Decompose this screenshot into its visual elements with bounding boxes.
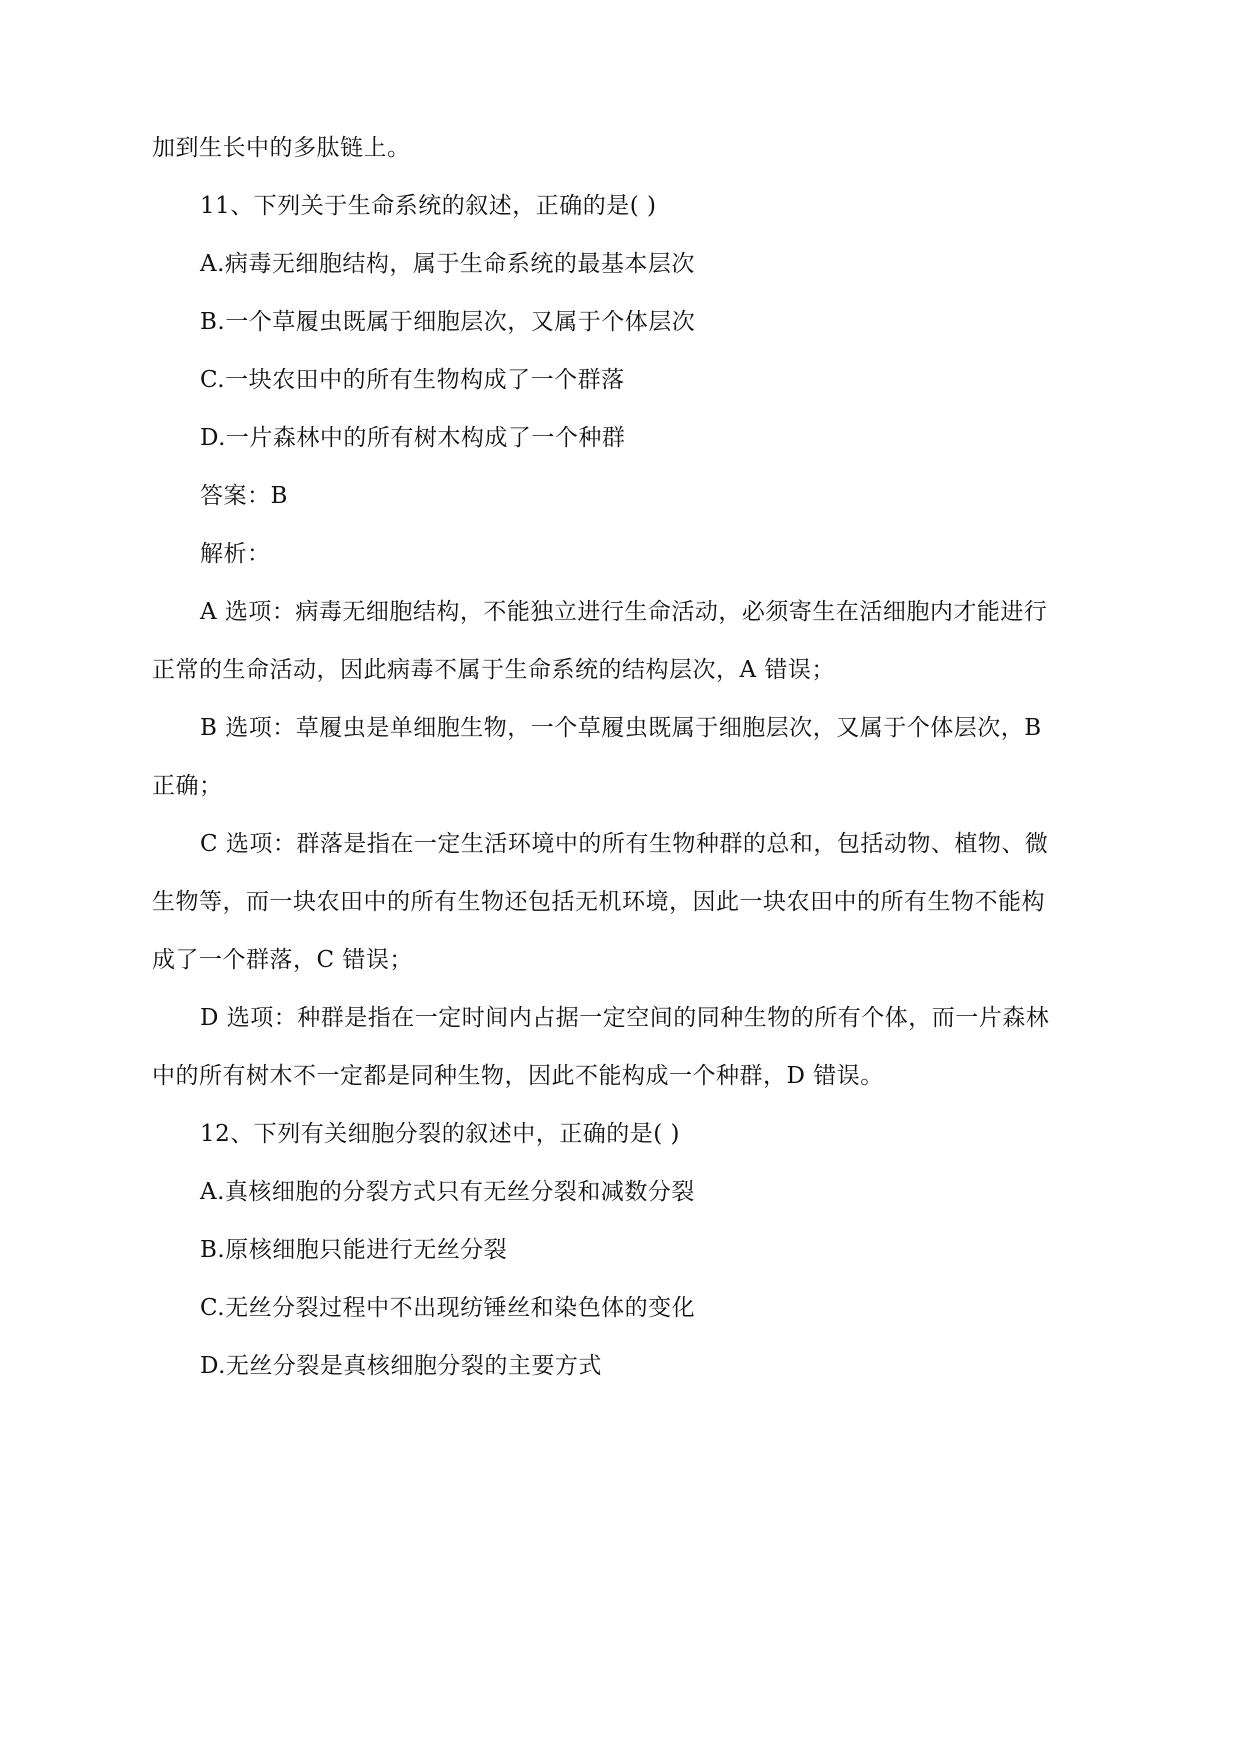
question-11-stem: 11、下列关于生命系统的叙述，正确的是( ) <box>200 193 657 219</box>
analysis-line: A 选项：病毒无细胞结构，不能独立进行生命活动，必须寄生在活细胞内才能进行 <box>200 599 1048 625</box>
continuation-text: 加到生长中的多肽链上。 <box>152 135 411 161</box>
analysis-line: 中的所有树木不一定都是同种生物，因此不能构成一个种群，D 错误。 <box>152 1063 884 1089</box>
analysis-line: 成了一个群落，C 错误； <box>152 947 413 973</box>
question-12-option-d: D.无丝分裂是真核细胞分裂的主要方式 <box>200 1353 602 1379</box>
question-12-stem: 12、下列有关细胞分裂的叙述中，正确的是( ) <box>200 1121 681 1147</box>
question-12-option-a: A.真核细胞的分裂方式只有无丝分裂和减数分裂 <box>200 1179 695 1205</box>
question-11-option-b: B.一个草履虫既属于细胞层次，又属于个体层次 <box>200 309 696 335</box>
question-11-option-d: D.一片森林中的所有树木构成了一个种群 <box>200 425 626 451</box>
analysis-line: D 选项：种群是指在一定时间内占据一定空间的同种生物的所有个体，而一片森林 <box>200 1005 1050 1031</box>
analysis-line: B 选项：草履虫是单细胞生物，一个草履虫既属于细胞层次，又属于个体层次，B <box>200 715 1042 741</box>
question-11-analysis-label: 解析： <box>200 541 271 567</box>
question-12-option-b: B.原核细胞只能进行无丝分裂 <box>200 1237 508 1263</box>
question-11-option-a: A.病毒无细胞结构，属于生命系统的最基本层次 <box>200 251 695 277</box>
question-11-answer: 答案：B <box>200 483 288 509</box>
question-12-option-c: C.无丝分裂过程中不出现纺锤丝和染色体的变化 <box>200 1295 696 1321</box>
question-11-option-c: C.一块农田中的所有生物构成了一个群落 <box>200 367 625 393</box>
analysis-line: C 选项：群落是指在一定生活环境中的所有生物种群的总和，包括动物、植物、微 <box>200 831 1049 857</box>
analysis-line: 正确； <box>152 773 223 799</box>
analysis-line: 生物等，而一块农田中的所有生物还包括无机环境，因此一块农田中的所有生物不能构 <box>152 889 1045 915</box>
analysis-line: 正常的生命活动，因此病毒不属于生命系统的结构层次，A 错误； <box>152 657 835 683</box>
